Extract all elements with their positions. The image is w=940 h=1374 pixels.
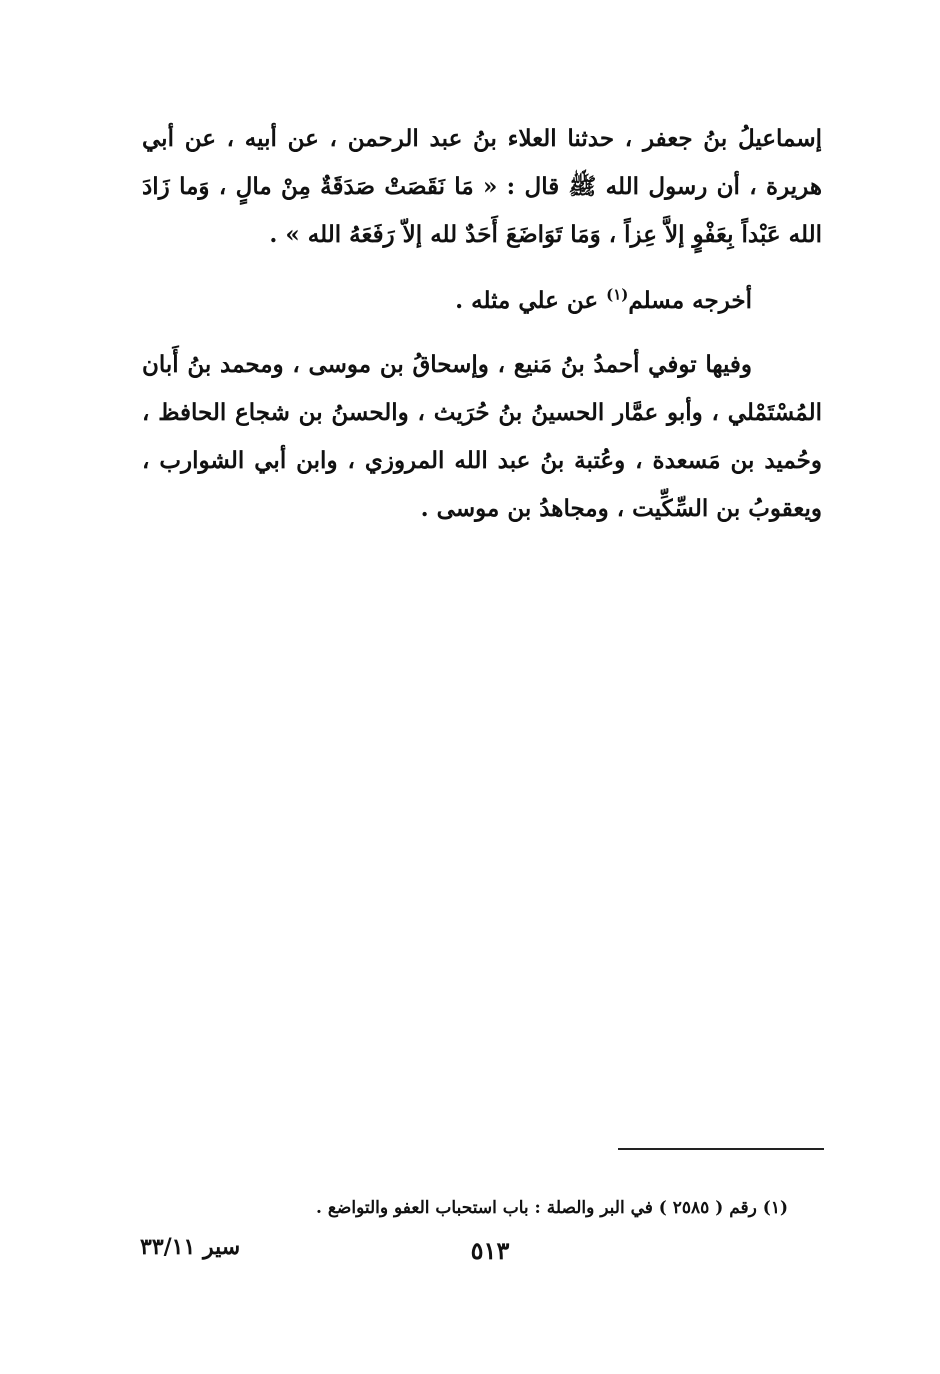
page-number: ٥١٣ — [470, 1236, 510, 1265]
footnote-text: (١) رقم ( ٢٥٨٥ ) في البر والصلة : باب استحباب العفو والتواضع . — [316, 1198, 788, 1218]
footnote-reference[interactable]: (١) — [606, 285, 629, 304]
footnote-divider — [618, 1148, 824, 1150]
hadith-paragraph: إسماعيلُ بنُ جعفر ، حدثنا العلاء بنُ عبد الرحمن ، عن أبيه ، عن أبي هريرة ، أن رسول الله ﷺ قال : « مَا نَقَصَتْ صَدَقَةٌ مِنْ مالٍ ، وَما زَادَ الله عَبْداً بِعَفْوٍ إلاَّ عِزاً ، وَمَا تَوَاضَعَ أَحَدٌ لله إلاّ رَفَعَهُ الله » . — [142, 125, 822, 248]
takhrij-tail: عن علي مثله . — [455, 287, 607, 314]
takhrij-text: أخرجه مسلم — [628, 287, 752, 314]
takhrij-paragraph — [142, 277, 822, 325]
deaths-paragraph: وفيها توفي أحمدُ بنُ مَنيع ، وإسحاقُ بن موسى ، ومحمد بنُ أَبان المُسْتَمْلي ، وأبو عمَّار الحسينُ بنُ حُرَيث ، والحسنُ بن شجاع الحافظ ، وحُميد بن مَسعدة ، وعُتبة بنُ عبد الله المروزي ، وابن أبي الشوارب ، ويعقوبُ بن السِّكِّيت ، ومجاهدُ بن موسى . — [142, 351, 822, 522]
volume-signature: سير ٣٣/١١ — [140, 1234, 241, 1260]
